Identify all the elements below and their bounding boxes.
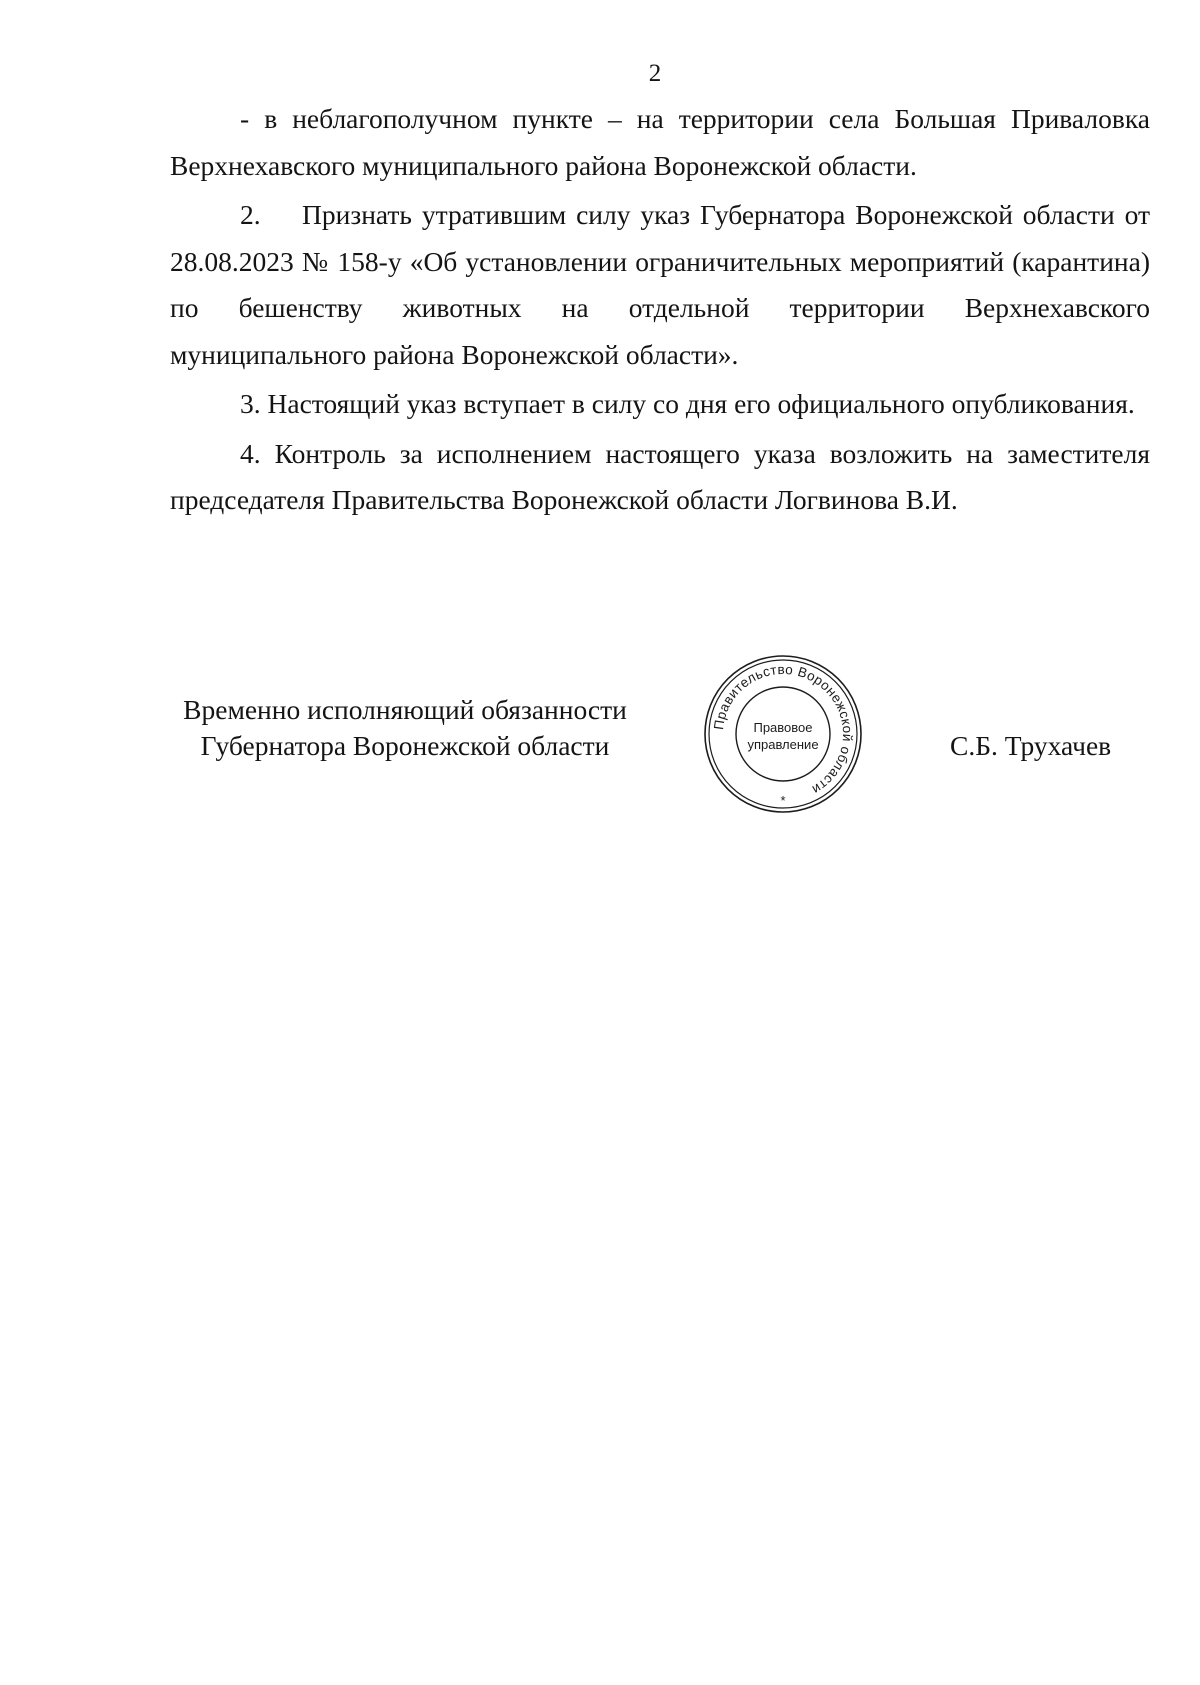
paragraph-2-number: 2.	[240, 199, 261, 230]
official-seal	[702, 653, 864, 815]
signatory-name: С.Б. Трухачев	[950, 730, 1112, 761]
seal-ring-text: Правительство Воронежской области	[711, 661, 856, 798]
paragraph-3: 3. Настоящий указ вступает в силу со дня его официального опубликования.	[240, 388, 1135, 419]
seal-center-line-2: управление	[747, 737, 819, 752]
signature-position-line-2: Губернатора Воронежской области	[200, 730, 610, 761]
paragraph-2	[170, 192, 1150, 378]
seal-star: *	[780, 793, 786, 808]
paragraph-2-text: Признать утратившим силу указ Губернатора Воронежской области от 28.08.2023 № 158-у «Об установлении ограничительных мероприятий (карантина) по бешенству животных на отдельной территории Верхнехавского муниципального района Воронежской области».	[170, 199, 1150, 370]
signature-position	[155, 692, 655, 764]
page-number: 2	[648, 60, 662, 87]
signature-position-line-1: Временно исполняющий обязанности	[183, 694, 627, 725]
seal-graphic	[702, 653, 864, 815]
paragraph-1: - в неблагополучном пункте – на территории села Большая Приваловка Верхнехавского муниципального района Воронежской области.	[170, 103, 1150, 181]
seal-center-line-1: Правовое	[753, 720, 813, 735]
paragraph-4: 4. Контроль за исполнением настоящего указа возложить на заместителя председателя Правительства Воронежской области Логвинова В.И.	[170, 437, 1150, 515]
document-body	[170, 96, 1150, 527]
